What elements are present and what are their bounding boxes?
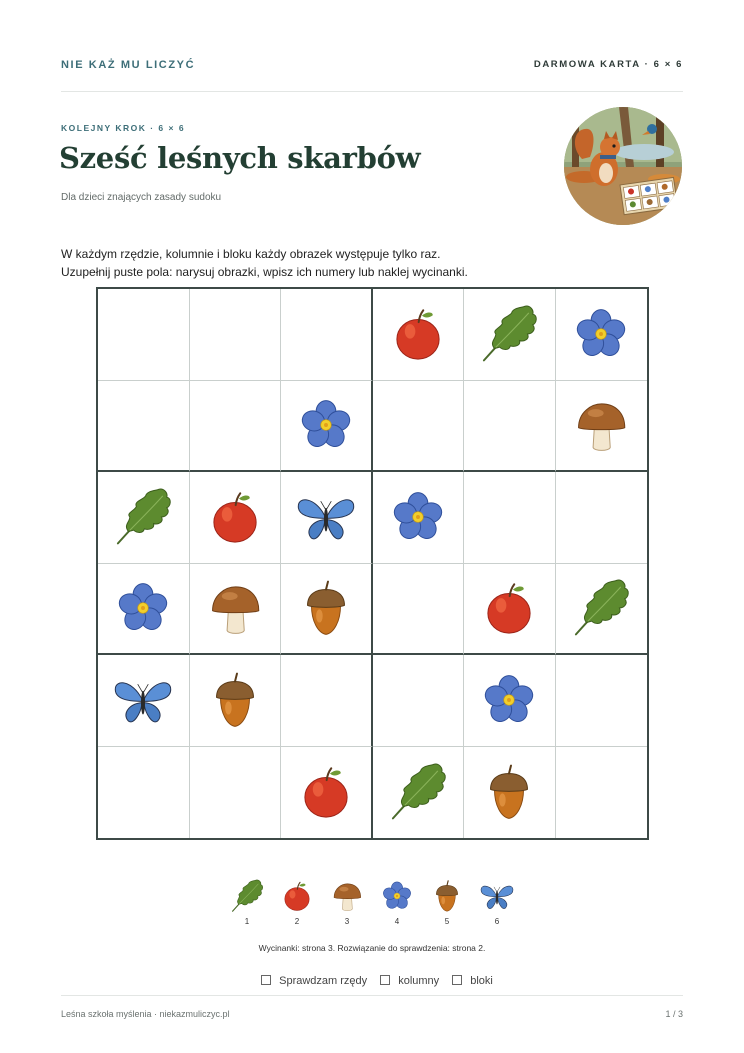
apple-icon xyxy=(278,877,316,915)
grid-cell-filled xyxy=(373,747,465,839)
grid-cell-empty[interactable] xyxy=(373,655,465,747)
grid-cell-empty[interactable] xyxy=(464,381,556,473)
rules-line-1: W każdym rzędzie, kolumnie i bloku każdy obrazek występuje tylko raz. xyxy=(61,247,441,261)
grid-cell-filled xyxy=(373,472,465,564)
grid-cell-filled xyxy=(98,564,190,656)
check-blocks-box[interactable] xyxy=(452,975,462,985)
grid-cell-empty[interactable] xyxy=(190,747,282,839)
grid-cell-empty[interactable] xyxy=(281,655,373,747)
flower-icon xyxy=(378,877,416,915)
apple-icon xyxy=(385,301,451,367)
oak-leaf-icon xyxy=(228,877,266,915)
page-number: 1 / 3 xyxy=(665,1009,683,1019)
apple-icon xyxy=(476,575,542,641)
check-blocks-label: bloki xyxy=(470,975,493,987)
grid-cell-filled xyxy=(556,381,648,473)
legend-item-acorn xyxy=(428,877,466,926)
grid-cell-empty[interactable] xyxy=(190,381,282,473)
grid-cell-filled xyxy=(98,655,190,747)
sudoku-grid xyxy=(96,287,649,840)
brand-logo: NIE KAŻ MU LICZYĆ xyxy=(61,59,196,71)
grid-cell-empty[interactable] xyxy=(464,472,556,564)
flower-icon xyxy=(385,484,451,550)
legend-number: 4 xyxy=(394,917,400,926)
grid-cell-filled xyxy=(190,655,282,747)
checklist xyxy=(0,975,744,987)
grid-cell-filled xyxy=(98,472,190,564)
legend-number: 1 xyxy=(244,917,250,926)
legend-item-apple xyxy=(278,877,316,926)
grid-cell-filled xyxy=(281,747,373,839)
oak-leaf-icon xyxy=(568,575,634,641)
butterfly-icon xyxy=(110,667,176,733)
grid-cell-filled xyxy=(281,564,373,656)
legend-number: 2 xyxy=(294,917,300,926)
flower-icon xyxy=(476,667,542,733)
flower-icon xyxy=(568,301,634,367)
acorn-icon xyxy=(476,759,542,825)
check-rows-label: Sprawdzam rzędy xyxy=(279,975,368,987)
legend-item-oak-leaf xyxy=(228,877,266,926)
flower-icon xyxy=(293,392,359,458)
squirrel-illustration xyxy=(564,107,682,225)
grid-cell-filled xyxy=(556,564,648,656)
oak-leaf-icon xyxy=(476,301,542,367)
page-subtitle: Dla dzieci znających zasady sudoku xyxy=(61,192,222,203)
grid-cell-filled xyxy=(373,289,465,381)
grid-cell-filled xyxy=(464,289,556,381)
cutouts-note: Wycinanki: strona 3. Rozwiązanie do sprawdzenia: strona 2. xyxy=(258,943,486,953)
rules-line-2: Uzupełnij puste pola: narysuj obrazki, wpisz ich numery lub naklej wycinanki. xyxy=(61,265,468,279)
grid-cell-filled xyxy=(281,472,373,564)
check-columns-label: kolumny xyxy=(398,975,440,987)
butterfly-icon xyxy=(293,484,359,550)
grid-cell-filled xyxy=(556,289,648,381)
mushroom-icon xyxy=(568,392,634,458)
acorn-icon xyxy=(428,877,466,915)
legend-item-flower xyxy=(378,877,416,926)
apple-icon xyxy=(202,484,268,550)
flower-icon xyxy=(110,575,176,641)
oak-leaf-icon xyxy=(385,759,451,825)
grid-cell-empty[interactable] xyxy=(98,381,190,473)
oak-leaf-icon xyxy=(110,484,176,550)
legend-number: 6 xyxy=(494,917,500,926)
acorn-icon xyxy=(293,575,359,641)
grid-cell-empty[interactable] xyxy=(281,289,373,381)
mushroom-icon xyxy=(202,575,268,641)
header-divider xyxy=(61,91,683,92)
footer-site: Leśna szkoła myślenia · niekazmuliczyc.pl xyxy=(61,1009,230,1019)
legend-item-butterfly xyxy=(478,877,516,926)
page-title: Sześć leśnych skarbów xyxy=(59,141,421,175)
check-columns-box[interactable] xyxy=(380,975,390,985)
grid-cell-empty[interactable] xyxy=(98,747,190,839)
grid-cell-filled xyxy=(464,564,556,656)
grid-cell-empty[interactable] xyxy=(556,472,648,564)
symbol-legend xyxy=(228,877,522,935)
acorn-icon xyxy=(202,667,268,733)
grid-cell-empty[interactable] xyxy=(373,564,465,656)
legend-number: 5 xyxy=(444,917,450,926)
grid-cell-filled xyxy=(190,472,282,564)
grid-cell-empty[interactable] xyxy=(556,655,648,747)
grid-cell-empty[interactable] xyxy=(373,381,465,473)
apple-icon xyxy=(293,759,359,825)
grid-cell-filled xyxy=(281,381,373,473)
card-label: DARMOWA KARTA · 6 × 6 xyxy=(533,59,683,70)
legend-number: 3 xyxy=(344,917,350,926)
grid-cell-empty[interactable] xyxy=(556,747,648,839)
kicker: KOLEJNY KROK · 6 × 6 xyxy=(61,123,186,133)
butterfly-icon xyxy=(478,877,516,915)
footer-divider xyxy=(61,995,683,996)
grid-cell-filled xyxy=(464,655,556,747)
check-rows-box[interactable] xyxy=(261,975,271,985)
mushroom-icon xyxy=(328,877,366,915)
grid-cell-empty[interactable] xyxy=(98,289,190,381)
grid-cell-empty[interactable] xyxy=(190,289,282,381)
grid-cell-filled xyxy=(464,747,556,839)
legend-item-mushroom xyxy=(328,877,366,926)
grid-cell-filled xyxy=(190,564,282,656)
